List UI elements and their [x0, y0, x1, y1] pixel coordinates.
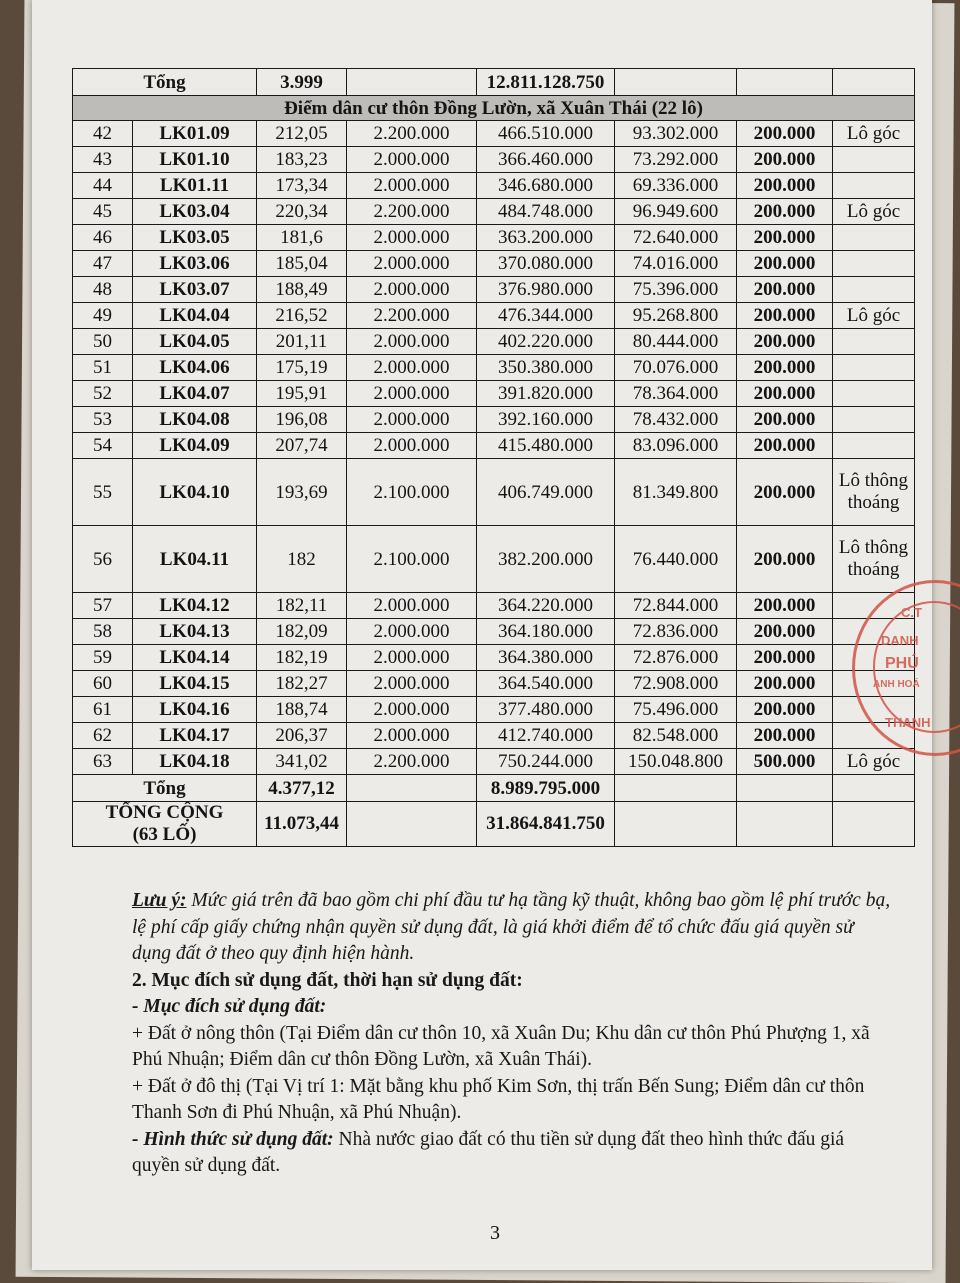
row-note	[833, 251, 915, 277]
table-row	[73, 199, 915, 225]
row-unit-price: 2.000.000	[347, 277, 477, 303]
row-area: 341,02	[257, 749, 347, 775]
row-total-price: 377.480.000	[477, 697, 615, 723]
table-row	[73, 121, 915, 147]
row-area: 188,49	[257, 277, 347, 303]
row-total-price: 346.680.000	[477, 173, 615, 199]
row-stt: 62	[73, 723, 133, 749]
row-deposit: 81.349.800	[615, 459, 737, 526]
row-lot-code: LK04.04	[133, 303, 257, 329]
table-row	[73, 671, 915, 697]
row-note	[833, 277, 915, 303]
row-lot-code: LK03.06	[133, 251, 257, 277]
grand-total-label	[73, 802, 257, 847]
row-fee: 200.000	[737, 121, 833, 147]
row-area: 193,69	[257, 459, 347, 526]
row-note	[833, 329, 915, 355]
row-deposit: 73.292.000	[615, 147, 737, 173]
row-stt: 51	[73, 355, 133, 381]
row-unit-price: 2.000.000	[347, 355, 477, 381]
row-fee: 200.000	[737, 199, 833, 225]
row-stt: 61	[73, 697, 133, 723]
row-unit-price: 2.100.000	[347, 526, 477, 593]
row-fee: 200.000	[737, 251, 833, 277]
row-area: 182,19	[257, 645, 347, 671]
row-lot-code: LK04.05	[133, 329, 257, 355]
row-fee: 500.000	[737, 749, 833, 775]
row-fee: 200.000	[737, 645, 833, 671]
row-stt: 56	[73, 526, 133, 593]
table-row	[73, 749, 915, 775]
grand-total-row	[73, 802, 915, 847]
row-deposit: 80.444.000	[615, 329, 737, 355]
row-unit-price: 2.200.000	[347, 749, 477, 775]
row-lot-code: LK01.09	[133, 121, 257, 147]
row-stt: 47	[73, 251, 133, 277]
row-deposit: 95.268.800	[615, 303, 737, 329]
row-lot-code: LK03.04	[133, 199, 257, 225]
row-note: Lô thông thoáng	[833, 459, 915, 526]
row-deposit: 69.336.000	[615, 173, 737, 199]
row-total-price: 363.200.000	[477, 225, 615, 251]
table-row	[73, 355, 915, 381]
row-fee: 200.000	[737, 303, 833, 329]
total-value: 8.989.795.000	[477, 775, 615, 802]
row-total-price: 370.080.000	[477, 251, 615, 277]
row-area: 182,09	[257, 619, 347, 645]
row-lot-code: LK04.07	[133, 381, 257, 407]
row-deposit: 96.949.600	[615, 199, 737, 225]
row-unit-price: 2.100.000	[347, 459, 477, 526]
row-area: 181,6	[257, 225, 347, 251]
row-area: 182,27	[257, 671, 347, 697]
row-stt: 57	[73, 593, 133, 619]
row-note	[833, 355, 915, 381]
row-stt: 55	[73, 459, 133, 526]
row-deposit: 72.908.000	[615, 671, 737, 697]
row-area: 212,05	[257, 121, 347, 147]
row-lot-code: LK04.08	[133, 407, 257, 433]
row-total-price: 415.480.000	[477, 433, 615, 459]
row-stt: 58	[73, 619, 133, 645]
row-deposit: 150.048.800	[615, 749, 737, 775]
row-lot-code: LK04.16	[133, 697, 257, 723]
row-total-price: 392.160.000	[477, 407, 615, 433]
total-label: Tổng	[73, 775, 257, 802]
table-row	[73, 433, 915, 459]
grand-total-label-line2: (63 LỐ)	[132, 824, 197, 845]
row-deposit: 72.836.000	[615, 619, 737, 645]
row-deposit: 70.076.000	[615, 355, 737, 381]
table-row	[73, 593, 915, 619]
row-lot-code: LK01.10	[133, 147, 257, 173]
table-row	[73, 697, 915, 723]
row-total-price: 364.540.000	[477, 671, 615, 697]
row-lot-code: LK04.18	[133, 749, 257, 775]
row-lot-code: LK04.17	[133, 723, 257, 749]
row-unit-price: 2.000.000	[347, 407, 477, 433]
row-area: 201,11	[257, 329, 347, 355]
row-lot-code: LK04.14	[133, 645, 257, 671]
section-header-row	[73, 96, 915, 121]
row-area: 173,34	[257, 173, 347, 199]
row-note	[833, 407, 915, 433]
row-fee: 200.000	[737, 381, 833, 407]
row-fee: 200.000	[737, 697, 833, 723]
row-total-price: 476.344.000	[477, 303, 615, 329]
row-unit-price: 2.200.000	[347, 303, 477, 329]
row-fee: 200.000	[737, 277, 833, 303]
grand-total-area: 11.073,44	[257, 802, 347, 847]
row-lot-code: LK04.11	[133, 526, 257, 593]
row-note: Lô góc	[833, 121, 915, 147]
row-deposit: 76.440.000	[615, 526, 737, 593]
row-area: 216,52	[257, 303, 347, 329]
row-unit-price: 2.000.000	[347, 381, 477, 407]
row-area: 188,74	[257, 697, 347, 723]
row-unit-price: 2.000.000	[347, 147, 477, 173]
row-lot-code: LK04.09	[133, 433, 257, 459]
table-row	[73, 619, 915, 645]
grand-total-label-line1: TỔNG CỘNG	[105, 802, 224, 824]
row-total-price: 364.220.000	[477, 593, 615, 619]
row-stt: 50	[73, 329, 133, 355]
row-stt: 63	[73, 749, 133, 775]
row-area: 196,08	[257, 407, 347, 433]
row-stt: 46	[73, 225, 133, 251]
table-row	[73, 526, 915, 593]
row-fee: 200.000	[737, 329, 833, 355]
row-unit-price: 2.200.000	[347, 121, 477, 147]
total-label: Tổng	[73, 69, 257, 96]
row-unit-price: 2.000.000	[347, 723, 477, 749]
row-total-price: 466.510.000	[477, 121, 615, 147]
section-title: Điểm dân cư thôn Đồng Lườn, xã Xuân Thái (22 lô)	[73, 96, 915, 121]
row-deposit: 78.364.000	[615, 381, 737, 407]
table-row	[73, 277, 915, 303]
row-note: Lô góc	[833, 749, 915, 775]
row-unit-price: 2.000.000	[347, 619, 477, 645]
total-value: 12.811.128.750	[477, 69, 615, 96]
red-seal-stamp: C.T DANH PHÚ ANH HOÁ THANH	[852, 580, 960, 756]
table-row	[73, 329, 915, 355]
row-fee: 200.000	[737, 723, 833, 749]
row-note	[833, 225, 915, 251]
row-fee: 200.000	[737, 433, 833, 459]
row-unit-price: 2.200.000	[347, 199, 477, 225]
row-total-price: 364.180.000	[477, 619, 615, 645]
total-area: 4.377,12	[257, 775, 347, 802]
row-stt: 45	[73, 199, 133, 225]
table-row	[73, 645, 915, 671]
row-total-price: 412.740.000	[477, 723, 615, 749]
row-lot-code: LK03.05	[133, 225, 257, 251]
row-total-price: 406.749.000	[477, 459, 615, 526]
row-area: 182	[257, 526, 347, 593]
row-lot-code: LK01.11	[133, 173, 257, 199]
row-stt: 52	[73, 381, 133, 407]
luu-y-label: Lưu ý:	[132, 890, 187, 911]
row-note: Lô góc	[833, 199, 915, 225]
row-stt: 48	[73, 277, 133, 303]
form-label: - Hình thức sử dụng đất:	[132, 1128, 334, 1150]
table-row	[73, 723, 915, 749]
row-total-price: 366.460.000	[477, 147, 615, 173]
row-area: 195,91	[257, 381, 347, 407]
row-stt: 44	[73, 173, 133, 199]
row-area: 182,11	[257, 593, 347, 619]
row-fee: 200.000	[737, 593, 833, 619]
row-area: 185,04	[257, 251, 347, 277]
row-stt: 43	[73, 147, 133, 173]
row-total-price: 376.980.000	[477, 277, 615, 303]
row-fee: 200.000	[737, 671, 833, 697]
table-row	[73, 381, 915, 407]
row-deposit: 72.640.000	[615, 225, 737, 251]
row-lot-code: LK04.13	[133, 619, 257, 645]
row-fee: 200.000	[737, 173, 833, 199]
grand-total-value: 31.864.841.750	[477, 802, 615, 847]
row-lot-code: LK04.06	[133, 355, 257, 381]
land-price-table	[72, 68, 915, 847]
row-deposit: 72.844.000	[615, 593, 737, 619]
table-row	[73, 173, 915, 199]
row-total-price: 750.244.000	[477, 749, 615, 775]
row-stt: 59	[73, 645, 133, 671]
row-deposit: 75.496.000	[615, 697, 737, 723]
row-fee: 200.000	[737, 355, 833, 381]
row-unit-price: 2.000.000	[347, 173, 477, 199]
row-deposit: 72.876.000	[615, 645, 737, 671]
row-lot-code: LK04.10	[133, 459, 257, 526]
row-area: 207,74	[257, 433, 347, 459]
row-unit-price: 2.000.000	[347, 697, 477, 723]
row-note	[833, 147, 915, 173]
page-number: 3	[490, 1222, 500, 1244]
row-fee: 200.000	[737, 225, 833, 251]
row-note	[833, 173, 915, 199]
row-stt: 53	[73, 407, 133, 433]
urban-land-text: + Đất ở đô thị (Tại Vị trí 1: Mặt bằng khu phố Kim Sơn, thị trấn Bến Sung; Điểm dân cư thôn Thanh Sơn đi Phú Nhuận, xã Phú Nhuận).	[132, 1075, 865, 1124]
row-fee: 200.000	[737, 459, 833, 526]
row-total-price: 484.748.000	[477, 199, 615, 225]
row-lot-code: LK04.15	[133, 671, 257, 697]
table-row	[73, 459, 915, 526]
rural-land-text: + Đất ở nông thôn (Tại Điểm dân cư thôn 10, xã Xuân Du; Khu dân cư thôn Phú Phượng 1, xã Phú Nhuận; Điểm dân cư thôn Đồng Lườn, xã Xuân Thái).	[132, 1022, 870, 1071]
row-stt: 42	[73, 121, 133, 147]
row-total-price: 364.380.000	[477, 645, 615, 671]
previous-total-row	[73, 69, 915, 96]
row-stt: 60	[73, 671, 133, 697]
row-unit-price: 2.000.000	[347, 433, 477, 459]
row-area: 206,37	[257, 723, 347, 749]
row-total-price: 382.200.000	[477, 526, 615, 593]
luu-y-paragraph	[132, 888, 892, 968]
row-deposit: 75.396.000	[615, 277, 737, 303]
row-lot-code: LK04.12	[133, 593, 257, 619]
row-unit-price: 2.000.000	[347, 329, 477, 355]
row-stt: 54	[73, 433, 133, 459]
row-total-price: 391.820.000	[477, 381, 615, 407]
table-row	[73, 407, 915, 433]
row-deposit: 78.432.000	[615, 407, 737, 433]
document-page	[32, 0, 932, 1270]
row-total-price: 402.220.000	[477, 329, 615, 355]
row-deposit: 82.548.000	[615, 723, 737, 749]
row-deposit: 83.096.000	[615, 433, 737, 459]
row-note: Lô góc	[833, 303, 915, 329]
section-total-row	[73, 775, 915, 802]
table-row	[73, 251, 915, 277]
table-row	[73, 225, 915, 251]
row-deposit: 93.302.000	[615, 121, 737, 147]
row-unit-price: 2.000.000	[347, 671, 477, 697]
row-area: 183,23	[257, 147, 347, 173]
row-stt: 49	[73, 303, 133, 329]
luu-y-text: Mức giá trên đã bao gồm chi phí đầu tư hạ tầng kỹ thuật, không bao gồm lệ phí trước bạ, lệ phí cấp giấy chứng nhận quyền sử dụng đất, là giá khởi điểm để tổ chức đấu giá quyền sử dụng đất ở theo quy định hiện hành.	[132, 890, 891, 965]
row-deposit: 74.016.000	[615, 251, 737, 277]
row-fee: 200.000	[737, 407, 833, 433]
row-unit-price: 2.000.000	[347, 593, 477, 619]
row-unit-price: 2.000.000	[347, 251, 477, 277]
table-row	[73, 303, 915, 329]
row-note	[833, 381, 915, 407]
row-unit-price: 2.000.000	[347, 645, 477, 671]
row-fee: 200.000	[737, 147, 833, 173]
section2-heading: 2. Mục đích sử dụng đất, thời hạn sử dụng đất:	[132, 969, 523, 991]
row-fee: 200.000	[737, 526, 833, 593]
row-total-price: 350.380.000	[477, 355, 615, 381]
row-note: Lô thông thoáng	[833, 526, 915, 593]
row-area: 175,19	[257, 355, 347, 381]
row-note	[833, 433, 915, 459]
purpose-label: - Mục đích sử dụng đất:	[132, 996, 327, 1018]
form-text: Nhà nước giao đất có thu tiền sử dụng đất theo hình thức đấu giá quyền sử dụng đất.	[132, 1128, 845, 1177]
notes-block	[132, 888, 892, 1180]
row-lot-code: LK03.07	[133, 277, 257, 303]
row-unit-price: 2.000.000	[347, 225, 477, 251]
row-area: 220,34	[257, 199, 347, 225]
row-fee: 200.000	[737, 619, 833, 645]
total-area: 3.999	[257, 69, 347, 96]
table-row	[73, 147, 915, 173]
